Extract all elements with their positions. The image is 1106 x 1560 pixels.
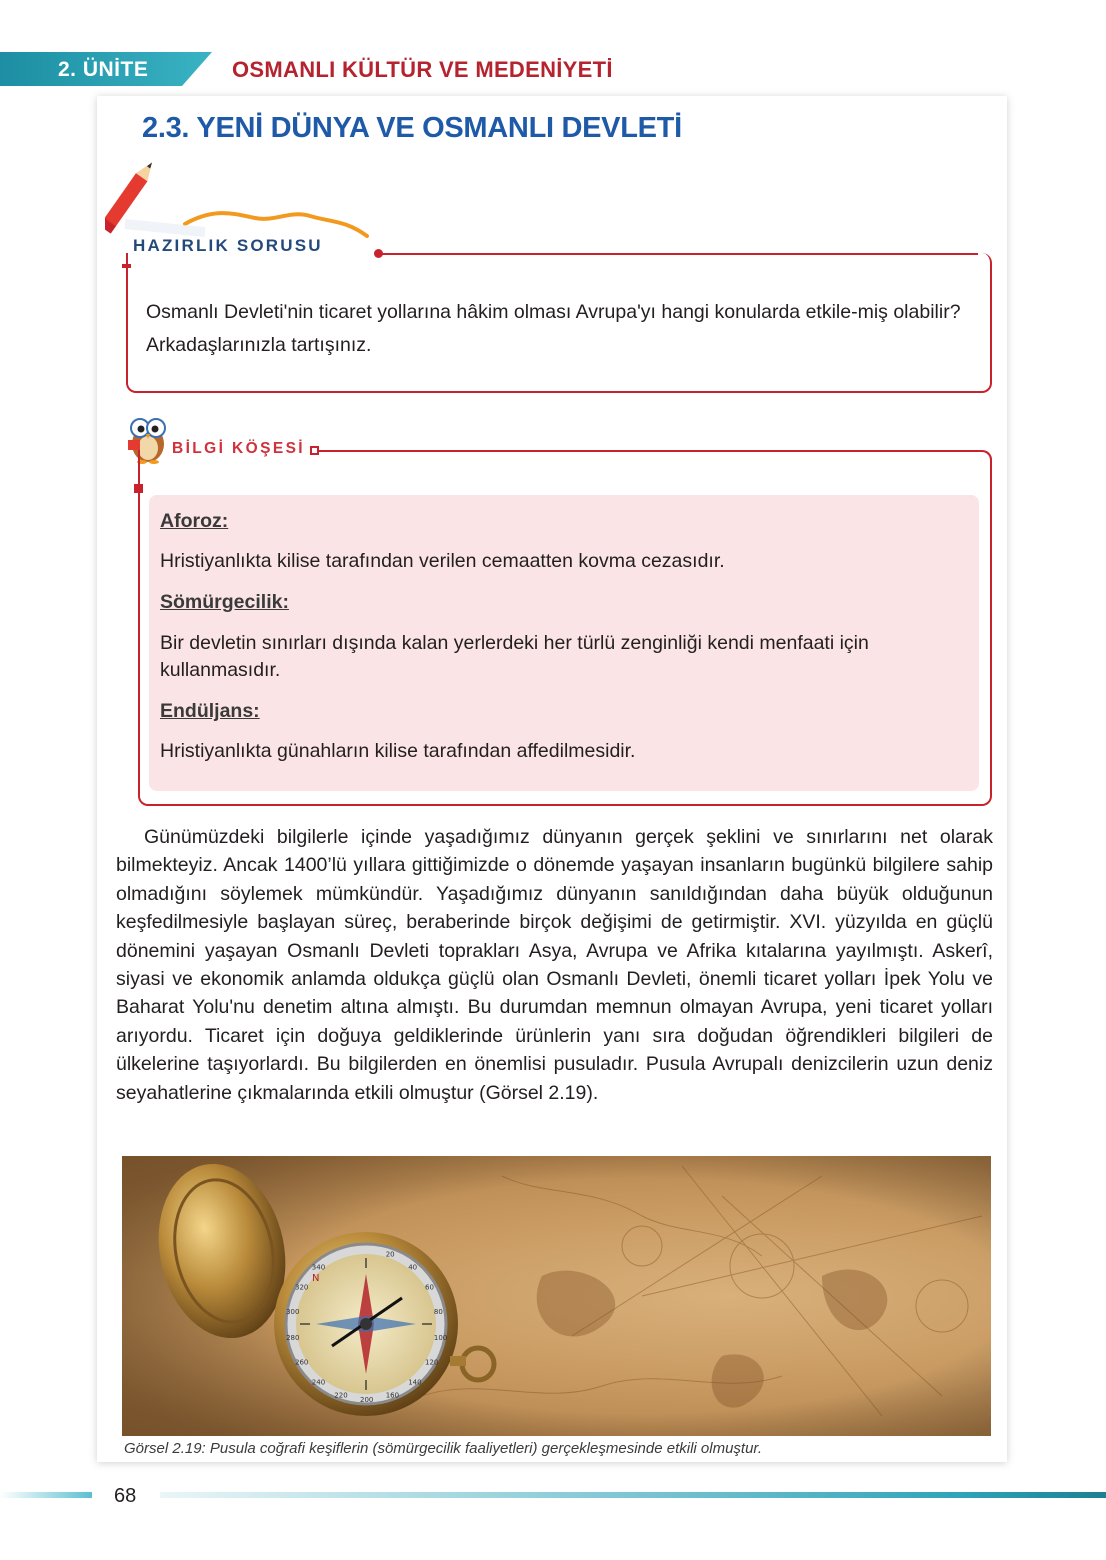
info-corner-tick	[134, 484, 143, 493]
term-enduljans: Endüljans:	[160, 700, 260, 722]
compass-dial-label: 320	[295, 1283, 309, 1292]
compass-dial-label: 80	[433, 1308, 443, 1316]
preparation-topline	[380, 253, 978, 255]
unit-title: OSMANLI KÜLTÜR VE MEDENİYETİ	[232, 57, 613, 82]
compass-dial-label: 20	[385, 1250, 395, 1259]
definition-enduljans: Hristiyanlıkta günahların kilise tarafından affedilmesidir.	[160, 740, 636, 762]
preparation-label: HAZIRLIK SORUSU	[133, 236, 323, 255]
body-paragraph: Günümüzdeki bilgilerle içinde yaşadığımız dünyanın gerçek şeklini ve sınırlarını net olarak bilmekteyiz. Ancak 1400’lü yıllara gittiğimizde o dönemde yaşayan insanların bugünkü bilgilere sahip olmadığını söylemek mümkündür. Yaşadığımız dünyanın sanıldığından daha büyük olduğunun keşfedilmesiyle başlayan süreç, beraberinde birçok değişimi de getirmiştir. XVI. yüzyılda en güçlü dönemini yaşayan Osmanlı Devleti toprakları Asya, Avrupa ve Afrika kıtalarına yayılmıştı. Askerî, siyasi ve ekonomik anlamda oldukça güçlü olan Osmanlı Devleti, önemli ticaret yolları İpek Yolu ve Baharat Yolu'nu denetim altına almıştı. Bu durumdan memnun olmayan Avrupa, yeni ticaret yolları arıyordu. Ticaret için doğuya geldiklerinde ürünlerin yanı sıra doğudan öğrendikleri bilgileri de ülkelerine taşıyorlardı. Bu bilgilerden en önemlisi pusuladır. Pusula Avrupalı denizcilerin uzun deniz seyahatlerine çıkmalarında etkili olmuştur (Görsel 2.19).	[116, 826, 993, 1104]
preparation-dot	[374, 249, 383, 258]
info-corner-topline	[319, 450, 977, 452]
info-corner-square	[310, 446, 319, 455]
compass-dial-label: 280	[286, 1334, 300, 1342]
footer-line-left	[0, 1492, 92, 1498]
info-corner-corner	[974, 450, 992, 468]
compass-dial-label: 300	[286, 1308, 300, 1316]
section-title: 2.3. YENİ DÜNYA VE OSMANLI DEVLETİ	[142, 112, 682, 144]
compass-dial-label: 120	[425, 1358, 439, 1367]
term-somurgecilik: Sömürgecilik:	[160, 591, 289, 613]
compass-dial-label: 40	[408, 1263, 418, 1272]
compass-dial-label: 200	[360, 1396, 374, 1404]
compass-dial-label: 240	[311, 1378, 326, 1387]
compass-dial-label: 260	[295, 1358, 309, 1367]
compass-dial-n: N	[312, 1273, 320, 1284]
compass-dial-label: 160	[385, 1391, 400, 1400]
term-aforoz: Aforoz:	[160, 510, 229, 532]
compass-map-photo	[122, 1156, 991, 1436]
figure-caption: Görsel 2.19: Pusula coğrafi keşiflerin (sömürgecilik faaliyetleri) gerçekleşmesinde etkili olmuştur.	[124, 1440, 763, 1457]
definition-somurgecilik: Bir devletin sınırları dışında kalan yerlerdeki her türlü zenginliği kendi menfaati için kullanmasıdır.	[160, 632, 869, 681]
preparation-tick	[122, 264, 131, 268]
compass-dial-label: 340	[311, 1263, 326, 1272]
definition-aforoz: Hristiyanlıkta kilise tarafından verilen cemaatten kovma cezasıdır.	[160, 550, 725, 572]
footer-line-right	[160, 1492, 1106, 1498]
info-corner-label: BİLGİ KÖŞESİ	[172, 440, 306, 457]
page-number: 68	[114, 1485, 137, 1507]
compass-dial-label: 140	[408, 1378, 422, 1387]
preparation-question: Osmanlı Devleti'nin ticaret yollarına hâkim olması Avrupa'yı hangi konularda etkile-miş olabilir? Arkadaşlarınızla tartışınız.	[146, 301, 961, 356]
compass-dial-label: 100	[433, 1334, 448, 1342]
compass-dial-label: 60	[425, 1283, 434, 1292]
unit-label: 2. ÜNİTE	[58, 58, 149, 81]
pencil-icon	[105, 152, 375, 247]
compass-dial-label: 220	[334, 1391, 348, 1400]
